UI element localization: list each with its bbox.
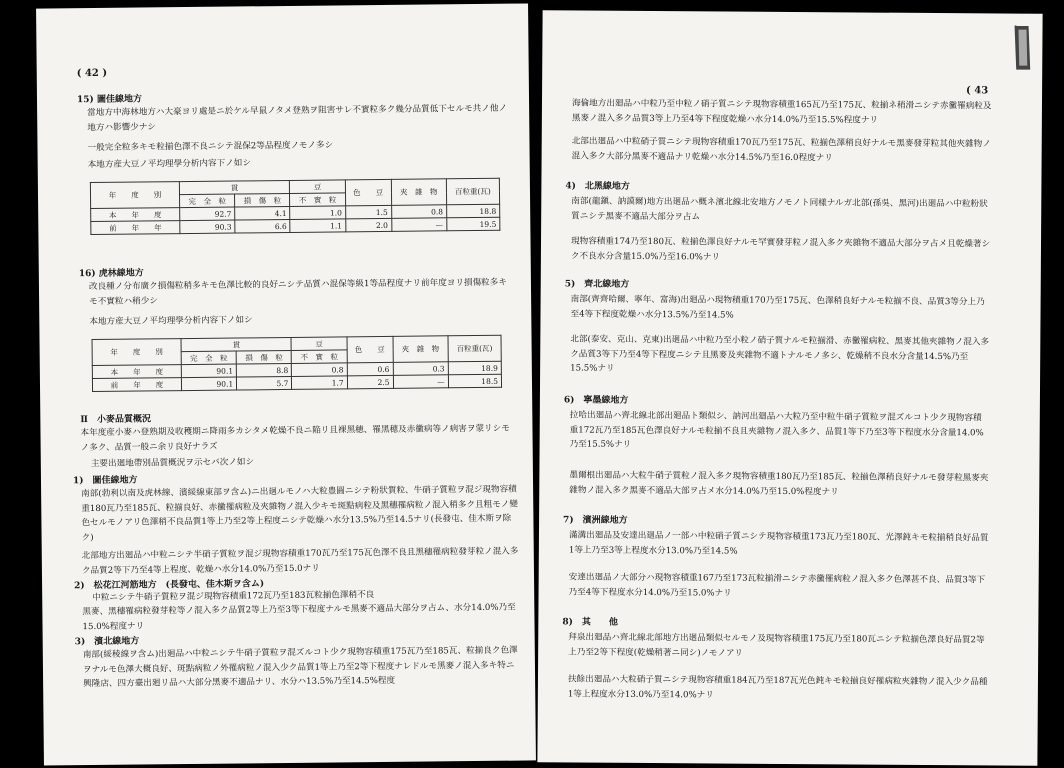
section-6-heading: 6) 寧墨線地方 bbox=[563, 395, 629, 406]
section-7-paragraph-2: 安達出廻品ノ大部分ハ現物容積重167乃至173瓦粒揃滑ニシテ赤黴罹病粒ノ混入多ク色澤甚不良、品質3等下乃至4等下程度水分14.0%乃至15.0%ナリ bbox=[568, 572, 986, 599]
table1-row2-hyaku: 19.5 bbox=[447, 217, 500, 231]
section-5-heading: 5) 齊北線地方 bbox=[564, 279, 630, 290]
table1-row1-son: 4.1 bbox=[235, 206, 290, 220]
section-7-paragraph-1: 滿溝出廻品及安達出廻品ノ一部ハ中粒硝子質ニシテ現物容積重173瓦乃至180瓦、光澤鈍キモ粒揃稍良好品質1等上乃至3等上程度水分13.0%乃至14.5% bbox=[568, 530, 989, 557]
section-6-paragraph-1: 拉哈出廻品ハ齊北線北部出廻品ト類似シ、訥河出廻品ハ大粒乃至中粒牛硝子質粒ヲ混ズルコト少ク現物容積重172瓦乃至185瓦色澤良好ナルモ粒揃不良且夾雜物ノ混入多ク、品質1等下乃至3等下程度水分含量14.0%乃至15.5%ナリ bbox=[569, 410, 984, 450]
right-page bbox=[537, 10, 1042, 765]
page-number-right: ( 43 bbox=[966, 85, 989, 97]
section-4-paragraph-1: 南部(龍鎭、訥謨爾)地方出廻品ハ概ネ濱北線北安地方ノモノト同樣ナルガ北部(孫吳、黑河)出廻品ハ中粒粉狀質ニシテ黑麥不適品大部分ヲ占ム bbox=[571, 196, 988, 222]
section-2-paragraph-2: 主要出廻地帶別品質概況ヲ示セバ次ノ如シ bbox=[90, 457, 255, 470]
section-15-paragraph-1: 當地方中海林地方ハ大豪ヨリ處是ニ於ケル早鼠ノタメ登熟ヲ阻害サレ不實粒多ク幾分品質低下セルモ共ノ他ノ地方ハ影響少ナシ bbox=[87, 103, 508, 133]
table2-row1-fujitsu: 0.8 bbox=[292, 363, 347, 377]
wheat-3-paragraph-1: 南部(綏稜線ヲ含ム)出廻品ハ中粒ニシテ牛硝子質粒ヲ混ズルコト少ク現物容積重175瓦乃至185瓦、粒揃良ク色澤ヲナルモ色澤大概良好、斑點病粒ノ外罹病粒ノ混入少ク品質1等上乃至2等下程度ナレドルモ黑麥ノ混入多キ特ニ興隆店、四方臺出廻リ品ハ大部分黑麥不適品ナリ、水分ハ13.5%乃至14.5%程度 bbox=[82, 645, 518, 690]
table2-header-iro: 色 豆 bbox=[347, 336, 393, 362]
table2-row2-kyo: — bbox=[393, 375, 448, 389]
section-4-paragraph-2: 現物容積重174乃至180瓦、粒揃色澤良好ナルモ罕實發芽粒ノ混入多ク夾雜物不適品大部分ヲ占メ且乾燥著シク不良水分含量15.0%乃至16.0%ナリ bbox=[570, 236, 991, 263]
table1-header-iro: 色 豆 bbox=[345, 179, 391, 205]
table1-header-fujitsu: 不 實 粒 bbox=[290, 193, 345, 207]
section-16-heading: 16) 虎林線地方 bbox=[78, 268, 144, 280]
table2-header-fujitsu: 不 實 粒 bbox=[292, 350, 347, 364]
table2-header-year: 年 度 別 bbox=[92, 339, 181, 366]
table2-row1-son: 8.8 bbox=[237, 363, 292, 377]
right-paragraph-1: 海倫地方出廻品ハ中粒乃至中粒ノ硝子質ニシテ現物容積重165瓦乃至175瓦、粒揃ネ稍滑ニシテ赤黴罹病粒及黑麥ノ混入多ク品質3等上乃至4等下程度乾燥ハ水分14.0%乃至15.5%程度ナリ bbox=[571, 98, 992, 126]
wheat-3-heading: 3) 濱北線地方 bbox=[74, 636, 140, 648]
table2-row2-hyaku: 18.5 bbox=[448, 374, 501, 388]
table2-header-kan: 貫 bbox=[181, 337, 292, 351]
analysis-table-2 bbox=[92, 335, 503, 392]
analysis-table-1 bbox=[90, 178, 501, 235]
table2-row1-label: 本 年 度 bbox=[92, 365, 181, 379]
left-page bbox=[36, 3, 536, 765]
table1-header-son: 損 傷 粒 bbox=[235, 193, 290, 207]
section-8-heading: 8) 其 他 bbox=[562, 617, 618, 628]
wheat-1-paragraph-2: 北部地方出廻品ハ中粒ニシテ半硝子質粒ヲ混ジ現物容積重170瓦乃至175瓦色澤不良且黑穗罹病粒發芽粒ノ混入多ク品質2等下乃至4等上程度、乾燥ハ水分14.0%乃至15.0ナリ bbox=[81, 546, 519, 576]
wheat-2-paragraph-2: 黑麥、黑穗罹病粒發芽粒等ノ混入多ク品質2等上乃至3等下程度ナルモ黑麥不適品大部分ヲ占ム、水分14.0%乃至15.0%程度ナリ bbox=[82, 602, 516, 632]
table2-header-mame: 豆 bbox=[291, 337, 346, 351]
table1-row1-label: 本 年 度 bbox=[91, 208, 180, 222]
table2-header-kyo: 夾 雜 物 bbox=[393, 336, 448, 363]
table2-row1-kanzen: 90.1 bbox=[181, 364, 236, 378]
table1-row2-iro: 2.0 bbox=[345, 218, 391, 231]
section-2-paragraph-1: 本年度産小麥ハ登熟期及收穫期ニ降雨多カシタメ乾燥不良ニ陥リ且裸黑穂、罹黑穂及赤黴病等ノ病害ヲ蒙リシモノ多ク、品質一般ニ余リ良好ナラズ bbox=[80, 423, 510, 453]
page-number-left: ( 42 ) bbox=[76, 67, 108, 80]
table2-row1-iro: 0.6 bbox=[347, 362, 393, 375]
table1-row2-kanzen: 90.3 bbox=[180, 220, 235, 234]
table1-header-mame: 豆 bbox=[290, 180, 345, 194]
section-5-paragraph-2: 北部(泰安、克山、克東)出廻品ハ中粒乃至小粒ノ硝子質ナルモ粒揃滑、赤黴罹病粒、黑麥其他夾雜物ノ混入多ク品質3等下乃至4等下程度ニシテ且黑麥及夾雜物不適トナルモノ多シ、乾燥稍不良水分含量14.5%乃至15.5%ナリ bbox=[570, 334, 990, 374]
table1-row2-label: 前 年 年 bbox=[91, 221, 180, 235]
wheat-1-paragraph-1: 南部(勃利以南及虎林線、濱綏線東部ヲ含ム)ニ出廻ルモノハ大粒豊圓ニシテ粉狀質粒、牛硝子質粒ヲ混ジ現物容積重180瓦乃至185瓦、粒揃良好、赤黴罹病粒及夾雜物ノ混入少キモ斑點病粒及黑穗罹病粒ノ混入稍多ク且粗モノ變色セルモノアリ色澤稍不良品質1等上乃至2等上程度ニシテ乾燥ハ水分13.5%乃至14.5ナリ(長發屯、佳木斯ヲ除ク) bbox=[81, 484, 518, 543]
wheat-2-paragraph-1: 中粒ニシテ牛硝子質粒ヲ混ジ現物容積重172瓦乃至183瓦粒揃色澤稍不良 bbox=[92, 590, 375, 604]
bound-corner-mark bbox=[1008, 24, 1036, 72]
section-8-paragraph-1: 拜泉出廻品ハ齊北線北部地方出廻品類似セルモノ及現物容積重175瓦乃至180瓦ニシテ粒揃色澤良好品質2等上乃至2等下程度(乾燥稍著ニ同シ)ノモノアリ bbox=[568, 632, 985, 659]
table2-header-hyaku: 百粒重(瓦) bbox=[448, 335, 501, 362]
section-7-heading: 7) 濱洲線地方 bbox=[563, 515, 628, 526]
table2-row2-label: 前 年 度 bbox=[92, 378, 181, 392]
table2-row1-kyo: 0.3 bbox=[393, 362, 448, 376]
table2-row2-fujitsu: 1.7 bbox=[292, 376, 347, 390]
table2-row2-iro: 2.5 bbox=[347, 375, 393, 388]
section-15-heading: 15) 圖佳線地方 bbox=[76, 94, 142, 106]
table2-row2-son: 5.7 bbox=[237, 376, 292, 390]
wheat-1-heading: 1) 圖佳線地方 bbox=[72, 475, 138, 487]
table2-row2-kanzen: 90.1 bbox=[181, 377, 236, 391]
table1-row1-iro: 1.5 bbox=[345, 205, 391, 218]
table1-row2-son: 6.6 bbox=[235, 219, 290, 233]
section-16-paragraph-2: 本地方産大豆ノ平均理學分析内容下ノ如シ bbox=[89, 315, 253, 328]
section-15-paragraph-2: 一般完全粒多キモ粒揃色澤不良ニシテ混保2等品程度ノモノ多シ bbox=[87, 140, 334, 154]
section-8-paragraph-2: 扶餘出廻品ハ大粒硝子質ニシテ現物容積重184瓦乃至187瓦光色鈍キモ粒揃良好罹病粒夾雜物ノ混入少ク品種1等上程度水分13.0%乃至14.0%ナリ bbox=[567, 674, 988, 700]
section-15-paragraph-3: 本地方産大豆ノ平均理學分析内容下ノ如シ bbox=[87, 158, 252, 171]
table1-header-year: 年 度 別 bbox=[90, 182, 179, 209]
section-16-paragraph-1: 改良種ノ分布廣ク損傷粒稍多キモ色澤比較的良好ニシテ品質ハ混保等級1等品程度ナリ前年度ヨリ損傷粒多キモ不實粒ハ稍少シ bbox=[88, 277, 507, 307]
section-5-paragraph-1: 南部(齊齊哈爾、寧年、富海)出廻品ハ現物積重170乃至175瓦、色澤稍良好ナルモ粒揃不良、品質3等分上乃至4等下程度乾燥ハ水分13.5%乃至14.5% bbox=[570, 294, 985, 321]
section-4-heading: 4) 北黑線地方 bbox=[565, 181, 630, 192]
table2-row1-hyaku: 18.9 bbox=[448, 361, 501, 375]
table1-header-kyo: 夾 雜 物 bbox=[391, 179, 446, 206]
table2-header-son: 損 傷 粒 bbox=[236, 350, 291, 364]
table2-header-kanzen: 完 全 粒 bbox=[181, 351, 236, 365]
wheat-2-heading: 2) 松花江河筋地方 (長發屯、佳木斯ヲ含ム) bbox=[74, 579, 265, 592]
table1-header-kanzen: 完 全 粒 bbox=[180, 194, 235, 208]
table1-row1-kanzen: 92.7 bbox=[180, 207, 235, 221]
table1-row2-kyo: — bbox=[391, 218, 446, 232]
table1-header-kan: 貫 bbox=[179, 180, 290, 194]
table1-row1-hyaku: 18.8 bbox=[446, 204, 499, 218]
table1-row1-fujitsu: 1.0 bbox=[290, 206, 345, 220]
section-6-paragraph-2: 墨爾根出廻品ハ大粒牛硝子質粒ノ混入多ク現物容積重180瓦乃至185瓦、粒揃色澤稍良好ナルモ發芽粒黑麥夾雜物ノ混入多ク黑麥不適品大部ヲ占メ水分14.0%乃至15.0%程度ナリ bbox=[569, 470, 989, 497]
table1-row2-fujitsu: 1.1 bbox=[290, 219, 345, 233]
right-paragraph-2: 北部出廻品ハ中粒硝子質ニシテ現物容積重170瓦乃至175瓦、粒揃色澤稍良好ナルモ黑麥發芽粒其他夾雜物ノ混入多ク大部分黑麥不適品ナリ乾燥ハ水分14.5%乃至16.0程度ナリ bbox=[571, 136, 991, 163]
table1-header-hyaku: 百粒重(瓦) bbox=[446, 178, 499, 205]
section-2-heading: Ⅱ 小麥品質概況 bbox=[80, 414, 152, 426]
table1-row1-kyo: 0.8 bbox=[391, 205, 446, 219]
